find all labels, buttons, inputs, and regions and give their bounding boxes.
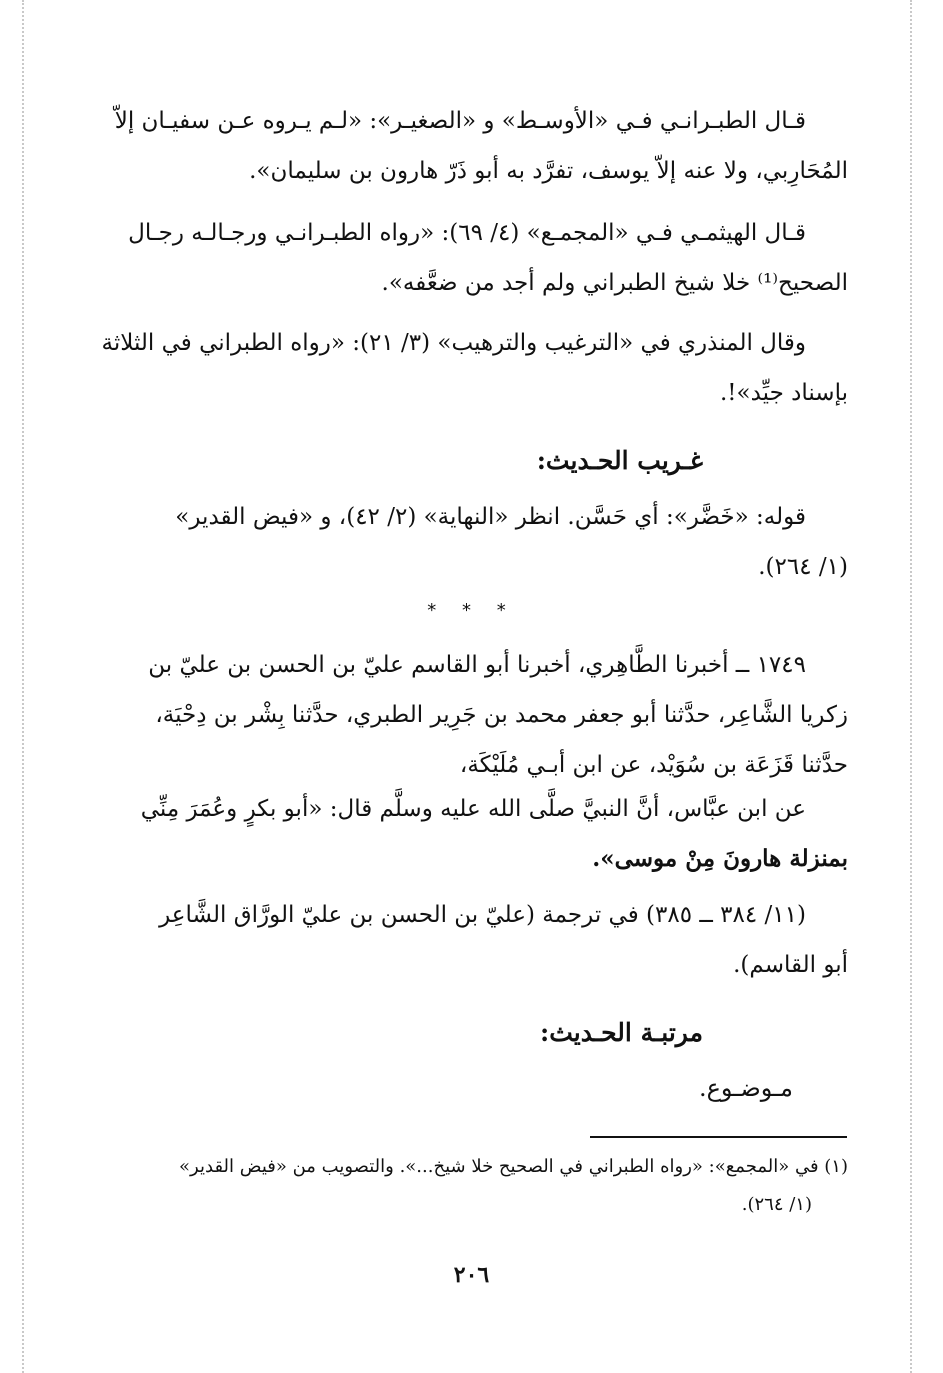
footnote-line: (١/ ٢٦٤). [741,1194,812,1215]
text-line: عن ابن عبَّاس، أنَّ النبيَّ صلَّى الله عليه وسلَّم قال: «أبو بكرٍ وعُمَرَ مِنِّي [140,796,806,822]
paragraph-qawluhu [96,492,848,592]
footnote [96,1148,848,1224]
text-line: قـال الطبـرانـي فـي «الأوسـط» و «الصغيـر»: «لـم يـروه عـن سفيـان إلاّ [114,108,806,134]
hadith-grade: مـوضـوع. [698,1074,793,1102]
paragraph-haythami [96,208,848,308]
text-line: وقال المنذري في «الترغيب والترهيب» (٣/ ٢١): «رواه الطبراني في الثلاثة [101,330,806,356]
text-line: بمنزلة هارونَ مِنْ موسى». [592,845,848,872]
hadith-matn [96,784,848,884]
text-line: حدَّثنا قَزَعَة بن سُوَيْد، عن ابن أبـي مُلَيْكَة، [459,752,848,778]
hadith-isnad [96,640,848,790]
section-heading-rutba: مرتبـة الحـديث: [539,1018,703,1047]
text-line: بإسناد جيِّد»!. [719,380,848,406]
text-line: أبو القاسم). [733,952,848,978]
paragraph-mundhiri [96,318,848,418]
footnote-rule [590,1136,847,1138]
footnote-line: (١) في «المجمع»: «رواه الطبراني في الصحيح خلا شيخ...». والتصويب من «فيض القدير» [179,1156,848,1177]
scan-edge-right [910,0,912,1373]
paragraph-tabarani [96,96,848,196]
text-line: زكريا الشَّاعِر، حدَّثنا أبو جعفر محمد بن جَرِير الطبري، حدَّثنا بِشْر بن دِحْيَة، [155,702,848,728]
source-reference [96,890,848,990]
section-heading-gharib: غـريب الحـديث: [536,446,703,475]
section-separator: * * * [427,600,516,621]
text-line: قـال الهيثمـي فـي «المجمـع» (٤/ ٦٩): «رواه الطبـرانـي ورجـالـه رجـال [128,220,806,246]
text-line: قوله: «خَضَّر»: أي حَسَّن. انظر «النهاية» (٢/ ٤٢)، و «فيض القدير» [175,504,806,530]
page-number: ٢٠٦ [453,1262,490,1288]
text-line: (١١/ ٣٨٤ ــ ٣٨٥) في ترجمة (عليّ بن الحسن بن عليّ الورَّاق الشَّاعِر [159,902,806,928]
text-line: الصحيح⁽¹⁾ خلا شيخ الطبراني ولم أجد من ضعَّفه». [381,270,848,296]
text-line: (١/ ٢٦٤). [758,554,848,580]
scan-edge-left [22,0,24,1373]
text-line: ١٧٤٩ ــ أخبرنا الطَّاهِري، أخبرنا أبو القاسم عليّ بن الحسن بن عليّ بن [148,652,806,678]
text-line: المُحَارِبي، ولا عنه إلاّ يوسف، تفرَّد به أبو ذَرّ هارون بن سليمان». [249,158,848,184]
